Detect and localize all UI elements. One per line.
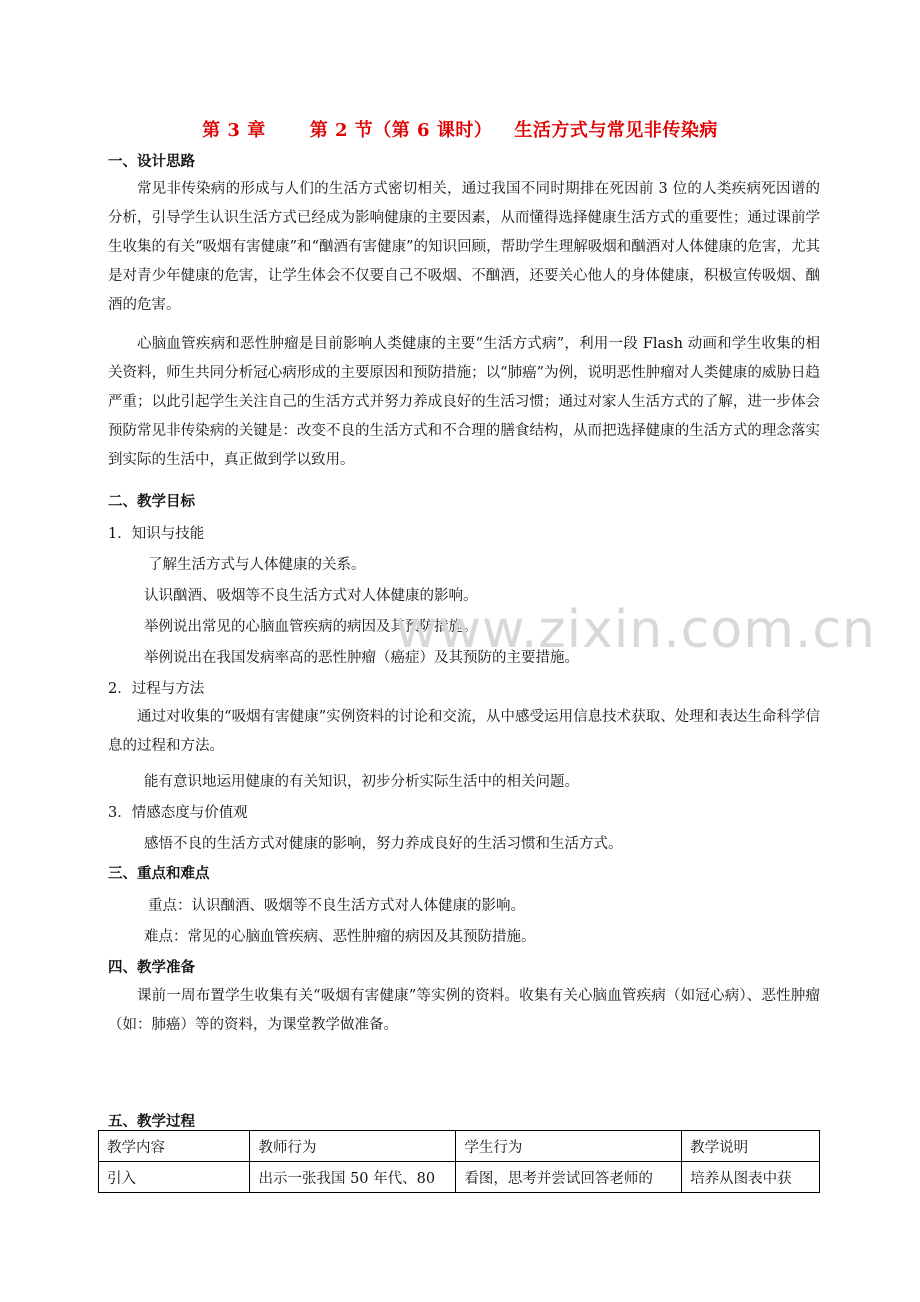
table-header-row bbox=[99, 1131, 820, 1162]
table-header-cell: 教学内容 bbox=[99, 1131, 250, 1162]
section-heading-key-points: 三、重点和难点 bbox=[108, 865, 210, 882]
table-cell: 引入 bbox=[99, 1162, 250, 1193]
difficult-point-text: 难点：常见的心脑血管疾病、恶性肿瘤的病因及其预防措施。 bbox=[144, 929, 536, 945]
table-cell: 看图，思考并尝试回答老师的 bbox=[456, 1162, 682, 1193]
objective-1-item: 了解生活方式与人体健康的关系。 bbox=[148, 557, 366, 573]
title-chapter: 第 3 章 bbox=[202, 120, 266, 141]
section-heading-objectives: 二、教学目标 bbox=[108, 493, 195, 510]
objective-1-title: 1．知识与技能 bbox=[108, 526, 205, 542]
table-header-cell: 教学说明 bbox=[682, 1131, 820, 1162]
objective-2-paragraph-2: 能有意识地运用健康的有关知识，初步分析实际生活中的相关问题。 bbox=[144, 774, 579, 790]
objective-3-paragraph: 感悟不良的生活方式对健康的影响，努力养成良好的生活习惯和生活方式。 bbox=[144, 836, 623, 852]
section-heading-process: 五、教学过程 bbox=[108, 1113, 195, 1130]
table-header-cell: 教师行为 bbox=[250, 1131, 456, 1162]
design-paragraph-1: 常见非传染病的形成与人们的生活方式密切相关，通过我国不同时期排在死因前 3 位的人类疾病死因谱的分析，引导学生认识生活方式已经成为影响健康的主要因素，从而懂得选择健康生活方式的重要性；通过课前学生收集的有关“吸烟有害健康”和“酗酒有害健康”的知识回顾，帮助学生理解吸烟和酗酒对人体健康的危害，尤其是对青少年健康的危害，让学生体会不仅要自己不吸烟、不酗酒，还要关心他人的身体健康，积极宣传吸烟、酗酒的危害。 bbox=[108, 181, 820, 313]
title-topic: 生活方式与常见非传染病 bbox=[514, 120, 718, 141]
objective-2-title: 2．过程与方法 bbox=[108, 681, 205, 697]
section-heading-design: 一、设计思路 bbox=[108, 153, 195, 170]
table-cell: 培养从图表中获 bbox=[682, 1162, 820, 1193]
objective-1-item: 举例说出常见的心脑血管疾病的病因及其预防措施。 bbox=[144, 619, 478, 635]
document-title bbox=[0, 116, 920, 142]
preparation-paragraph: 课前一周布置学生收集有关“吸烟有害健康”等实例的资料。收集有关心脑血管疾病（如冠心病）、恶性肿瘤（如：肺癌）等的资料，为课堂教学做准备。 bbox=[108, 988, 820, 1033]
title-section: 第 2 节（第 6 课时） bbox=[309, 120, 493, 141]
watermark: www.zixin.com.cn bbox=[395, 600, 876, 660]
key-point-text: 重点：认识酗酒、吸烟等不良生活方式对人体健康的影响。 bbox=[148, 898, 525, 914]
table-row bbox=[99, 1162, 820, 1193]
design-paragraph-2: 心脑血管疾病和恶性肿瘤是目前影响人类健康的主要“生活方式病”，利用一段 Flash 动画和学生收集的相关资料，师生共同分析冠心病形成的主要原因和预防措施；以“肺癌”为例，说明恶性肿瘤对人类健康的威胁日趋严重；以此引起学生关注自己的生活方式并努力养成良好的生活习惯；通过对家人生活方式的了解，进一步体会预防常见非传染病的关键是：改变不良的生活方式和不合理的膳食结构，从而把选择健康的生活方式的理念落实到实际的生活中，真正做到学以致用。 bbox=[108, 336, 820, 468]
objective-3-title: 3．情感态度与价值观 bbox=[108, 805, 248, 821]
section-heading-preparation: 四、教学准备 bbox=[108, 959, 195, 976]
objective-1-item: 认识酗酒、吸烟等不良生活方式对人体健康的影响。 bbox=[144, 588, 478, 604]
teaching-process-table bbox=[98, 1130, 820, 1193]
objective-1-item: 举例说出在我国发病率高的恶性肿瘤（癌症）及其预防的主要措施。 bbox=[144, 650, 579, 666]
table-header-cell: 学生行为 bbox=[456, 1131, 682, 1162]
objective-2-paragraph-1: 通过对收集的“吸烟有害健康”实例资料的讨论和交流，从中感受运用信息技术获取、处理和表达生命科学信息的过程和方法。 bbox=[108, 709, 820, 754]
table-cell: 出示一张我国 50 年代、80 bbox=[250, 1162, 456, 1193]
